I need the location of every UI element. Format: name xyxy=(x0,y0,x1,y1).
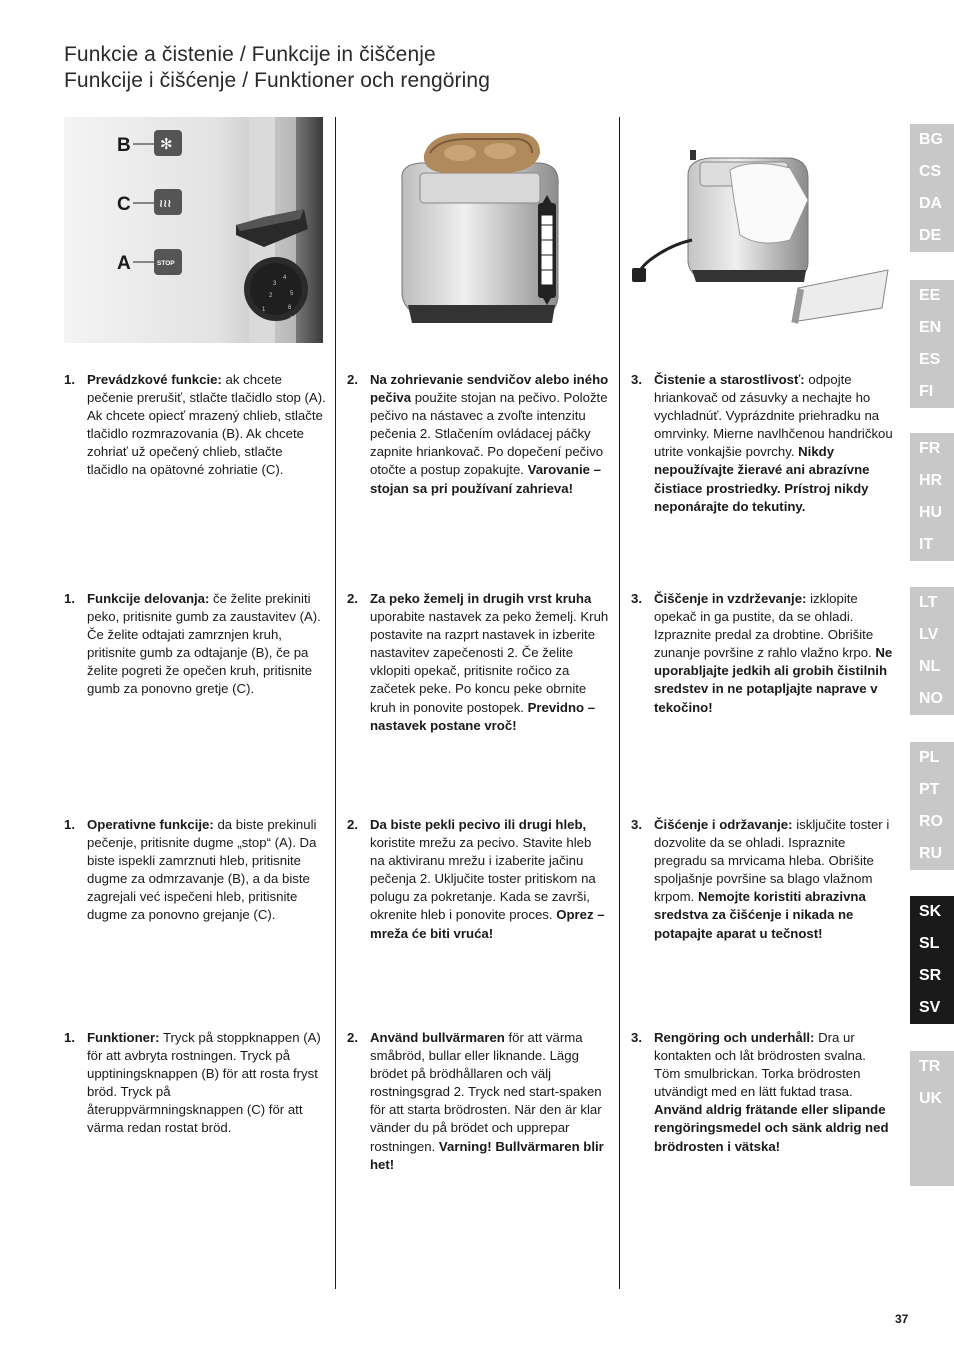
language-tab-uk[interactable]: UK xyxy=(919,1090,943,1107)
language-tab-sv[interactable]: SV xyxy=(919,999,941,1016)
language-tab-tr[interactable]: TR xyxy=(919,1058,941,1075)
sk-step-1: 1. Prevádzkové funkcie: ak chcete pečenie prerušiť, stlačte tlačidlo stop (A). Ak chcete opiecť mrazený chlieb, stlačte tlačidlo rozmrazovania (B). Ak chcete zohriať už opečený chlieb, stlačte tlačidlo na opätovné zohriatie (C). xyxy=(64,372,326,478)
language-tab-da[interactable]: DA xyxy=(919,195,943,212)
language-tab-pt[interactable]: PT xyxy=(919,781,940,798)
sv-step-2: 2. Använd bullvärmaren för att värma småbröd, bullar eller liknande. Lägg brödet på brödhållaren och välj rostningsgrad 2. Tryck ned start-spaken för att starta brödrosten. När den är klar vänder du på brödet och upprepar rostningen. Varning! Bullvärmaren blir het! xyxy=(347,1030,604,1172)
language-group-5 xyxy=(910,742,954,870)
sr-step-2: 2. Da biste pekli pecivo ili drugi hleb, koristite mrežu za pecivo. Stavite hleb na aktiviranu mrežu i izaberite jačinu pečenja 2. Uključite toster pritiskom na polugu za pokretanje. Kada se završi, okrenite hleb i ponovite proces. Oprez – mreža će biti vruća! xyxy=(347,817,605,941)
language-tab-sr[interactable]: SR xyxy=(919,967,942,984)
sr-step-1: 1. Operativne funkcije: da biste prekinuli pečenje, pritisnite dugme „stop“ (A). Da biste ispekli zamrznuti hleb, pritisnite dugme za odmrzavanje (B), a da biste zagrejali već ispečeni hleb, pritisnite dugme za ponovno grejanje (C). xyxy=(64,817,317,923)
language-tab-lv[interactable]: LV xyxy=(919,626,939,643)
label-a: A xyxy=(117,253,131,274)
dial-number: 1 xyxy=(262,307,266,313)
language-tab-pl[interactable]: PL xyxy=(919,749,940,766)
language-tab-sk[interactable]: SK xyxy=(919,903,942,920)
toaster-cleaning-illustration xyxy=(630,140,890,335)
page-title-line-1: Funkcie a čistenie / Funkcije in čiščenje xyxy=(64,43,436,66)
label-c: C xyxy=(117,194,131,215)
dial-number: 4 xyxy=(283,275,287,281)
page-number: 37 xyxy=(895,1312,909,1326)
language-tab-de[interactable]: DE xyxy=(919,227,942,244)
language-tab-ru[interactable]: RU xyxy=(919,845,943,862)
language-group-3 xyxy=(910,433,954,561)
sl-step-2: 2. Za peko žemelj in drugih vrst kruha uporabite nastavek za peko žemelj. Kruh postavite na razprt nastavek in izberite nastavitev zapečenosti 2. Če želite vklopiti opekač, pritisnite ročico za začetek peke. Po koncu peke obrnite kruh in ponovite postopek. Previdno – nastavek postane vroč! xyxy=(347,591,609,733)
column-divider-2 xyxy=(619,117,620,1289)
dial-number: 5 xyxy=(290,291,294,297)
control-panel-illustration xyxy=(64,117,323,343)
page-title-line-2: Funkcije i čišćenje / Funktioner och rengöring xyxy=(64,69,490,92)
stop-label: STOP xyxy=(157,260,175,267)
language-tab-cs[interactable]: CS xyxy=(919,163,942,180)
language-group-6-active xyxy=(910,896,954,1024)
sk-step-3: 3. Čistenie a starostlivosť: odpojte hriankovač od zásuvky a nechajte ho vychladnúť. Vyprázdnite priehradku na omrvinky. Mierne navlhčenou handričkou utrite vonkajšie povrchy. Nikdy nepoužívajte žieravé ani abrazívne čistiace prostriedky. Prístroj nikdy neponárajte do tekutiny. xyxy=(631,372,893,514)
dial-number: 6 xyxy=(288,305,292,311)
sv-step-3: 3. Rengöring och underhåll: Dra ur kontakten och låt brödrosten svalna. Töm smulbrickan. Torka brödrosten utvändigt med en lätt fuktad trasa. Använd aldrig frätande eller slipande rengöringsmedel och sänk aldrig ned brödrosten i vätska! xyxy=(631,1030,889,1154)
snowflake-icon: ✻ xyxy=(160,136,173,153)
sl-step-1: 1. Funkcije delovanja: če želite prekiniti peko, pritisnite gumb za zaustavitev (A). Če želite odtajati zamrznjen kruh, pritisnite gumb za odtajanje (B), če pa želite pogreti že opečen kruh, pritisnite gumb za ponovno gretje (C). xyxy=(64,591,321,697)
language-tab-hr[interactable]: HR xyxy=(919,472,943,489)
language-tab-fr[interactable]: FR xyxy=(919,440,941,457)
dial-number: 2 xyxy=(269,293,273,299)
sl-step-3: 3. Čiščenje in vzdrževanje: izklopite opekač in ga pustite, da se ohladi. Izpraznite predal za drobtine. Obrišite zunanje površine z rahlo vlažno krpo. Ne uporabljajte jedkih ali grobih čistilnih sredstev in ne potapljajte naprave v tekočino! xyxy=(631,591,893,715)
heat-waves-icon: ≀≀≀ xyxy=(159,198,172,210)
language-tab-sl[interactable]: SL xyxy=(919,935,940,952)
sv-step-1: 1. Funktioner: Tryck på stoppknappen (A) för att avbryta rostningen. Tryck på upptiningsknappen (B) för att rosta fryst bröd. Tryck på återuppvärmningsknappen (C) för att värma redan rostat bröd. xyxy=(64,1030,321,1136)
language-tab-lt[interactable]: LT xyxy=(919,594,938,611)
language-group-1 xyxy=(910,124,954,252)
sk-step-2: 2. Na zohrievanie sendvičov alebo iného pečiva použite stojan na pečivo. Položte pečivo na nástavec a zvoľte intenzitu pečenia 2. Stlačením ovládacej páčky zapnite hriankovač. Po dopečení pečivo otočte a postup zopakujte. Varovanie – stojan sa pri používaní zahrieva! xyxy=(347,372,609,496)
language-tab-nl[interactable]: NL xyxy=(919,658,941,675)
language-tab-no[interactable]: NO xyxy=(919,690,943,707)
dial-number: 3 xyxy=(273,281,277,287)
language-group-2 xyxy=(910,280,954,408)
language-tab-en[interactable]: EN xyxy=(919,319,942,336)
toaster-bun-warmer-illustration xyxy=(390,125,580,330)
column-divider-1 xyxy=(335,117,336,1289)
sr-step-3: 3. Čišćenje i održavanje: isključite toster i dozvolite da se ohladi. Ispraznite pregradu sa mrvicama hleba. Obrišite spoljašnje površine sa blago vlažnom krpom. Nemojte koristiti abrazivna sredstva za čišćenje i nikada ne potapajte aparat u tečnost! xyxy=(631,817,890,941)
language-group-7 xyxy=(910,1051,954,1186)
label-b: B xyxy=(117,135,131,156)
dial-number: 7 xyxy=(290,317,294,323)
language-tab-ro[interactable]: RO xyxy=(919,813,943,830)
language-tab-es[interactable]: ES xyxy=(919,351,941,368)
language-tab-bg[interactable]: BG xyxy=(919,131,943,148)
language-tab-fi[interactable]: FI xyxy=(919,383,934,400)
language-tab-ee[interactable]: EE xyxy=(919,287,941,304)
language-tab-it[interactable]: IT xyxy=(919,536,934,553)
language-group-4 xyxy=(910,587,954,715)
language-tab-hu[interactable]: HU xyxy=(919,504,943,521)
